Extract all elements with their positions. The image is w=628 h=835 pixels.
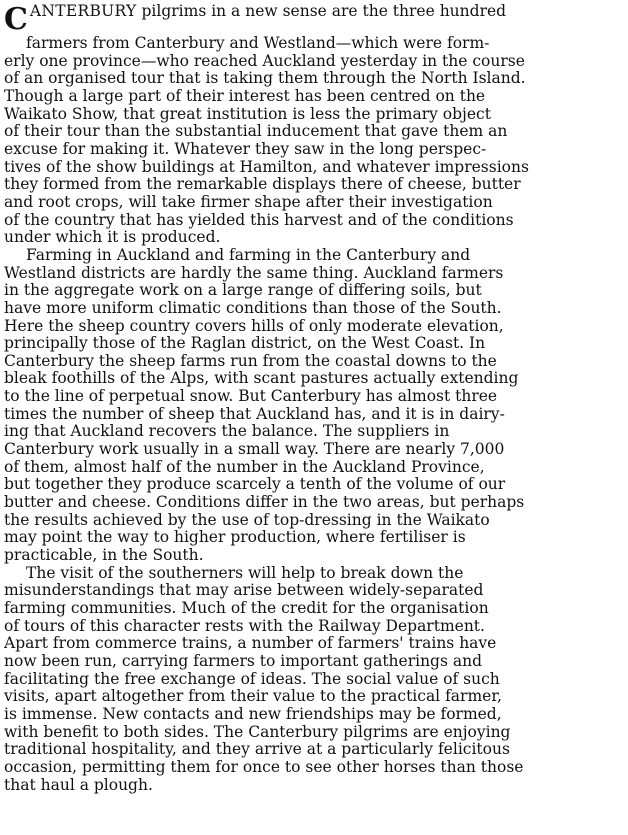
article-line: they formed from the remarkable displays there of cheese, butter bbox=[4, 176, 521, 194]
article-line: of their tour than the substantial inducement that gave them an bbox=[4, 123, 508, 141]
article-line: ing that Auckland recovers the balance. The suppliers in bbox=[4, 423, 450, 441]
article-line: and root crops, will take firmer shape after their investigation bbox=[4, 193, 493, 211]
article-line: in the aggregate work on a large range of differing soils, but bbox=[4, 282, 482, 300]
article-line: traditional hospitality, and they arrive at a particularly felicitous bbox=[4, 741, 510, 759]
article-line: tives of the show buildings at Hamilton, and whatever impressions bbox=[4, 158, 529, 176]
article-line: practicable, in the South. bbox=[4, 547, 204, 565]
article-line: is immense. New contacts and new friendships may be formed, bbox=[4, 705, 502, 723]
article-line: farming communities. Much of the credit for the organisation bbox=[4, 600, 489, 617]
article-line: the results achieved by the use of top-dressing in the Waikato bbox=[4, 511, 490, 529]
article-line: under which it is produced. bbox=[4, 229, 221, 247]
article-line: Waikato Show, that great institution is less the primary object bbox=[4, 105, 491, 123]
drop-cap: C bbox=[4, 3, 28, 35]
article-line: of them, almost half of the number in the Auckland Province, bbox=[4, 458, 485, 476]
article-line: that haul a plough. bbox=[4, 776, 153, 794]
article-line: of the country that has yielded this harvest and of the conditions bbox=[4, 211, 514, 229]
paragraph-3-start: The visit of the southerners will help to break down the bbox=[26, 564, 464, 582]
article-line: bleak foothills of the Alps, with scant pastures actually extending bbox=[4, 370, 519, 388]
article-line-2: farmers from Canterbury and Westland—which were form- bbox=[26, 35, 490, 52]
article-line-1 bbox=[4, 3, 626, 35]
article-line: to the line of perpetual snow. But Canterbury has almost three bbox=[4, 388, 498, 406]
article-line: may point the way to higher production, where fertiliser is bbox=[4, 529, 466, 547]
article-line: but together they produce scarcely a tenth of the volume of our bbox=[4, 476, 506, 494]
article-line: with benefit to both sides. The Canterbury pilgrims are enjoying bbox=[4, 723, 511, 741]
article-line: Here the sheep country covers hills of only moderate elevation, bbox=[4, 317, 504, 335]
article-line: excuse for making it. Whatever they saw in the long perspec- bbox=[4, 140, 487, 158]
article-line: Though a large part of their interest has been centred on the bbox=[4, 87, 486, 105]
article-line: now been run, carrying farmers to important gatherings and bbox=[4, 652, 483, 670]
paragraph-2-start: Farming in Auckland and farming in the Canterbury and bbox=[26, 246, 471, 264]
article-line: visits, apart altogether from their value to the practical farmer, bbox=[4, 688, 502, 706]
lead-word: ANTERBURY bbox=[29, 3, 137, 20]
article-line: of tours of this character rests with the Railway Department. bbox=[4, 617, 485, 635]
article-line: Canterbury the sheep farms run from the coastal downs to the bbox=[4, 352, 497, 370]
article-line: have more uniform climatic conditions than those of the South. bbox=[4, 299, 502, 317]
article-line: times the number of sheep that Auckland has, and it is in dairy- bbox=[4, 405, 505, 423]
article-line: Canterbury work usually in a small way. There are nearly 7,000 bbox=[4, 441, 505, 459]
article-line: occasion, permitting them for once to see other horses than those bbox=[4, 758, 524, 776]
article-line: erly one province—who reached Auckland yesterday in the course bbox=[4, 52, 525, 70]
newspaper-article bbox=[4, 3, 626, 794]
article-line: butter and cheese. Conditions differ in the two areas, but perhaps bbox=[4, 494, 525, 512]
article-text: pilgrims in a new sense are the three hundred bbox=[136, 3, 507, 20]
article-line: Apart from commerce trains, a number of farmers' trains have bbox=[4, 635, 497, 653]
article-line: misunderstandings that may arise between widely-separated bbox=[4, 582, 484, 600]
article-line: facilitating the free exchange of ideas. The social value of such bbox=[4, 670, 500, 688]
article-line: of an organised tour that is taking them through the North Island. bbox=[4, 70, 526, 88]
article-line: Westland districts are hardly the same thing. Auckland farmers bbox=[4, 264, 504, 282]
article-line: principally those of the Raglan district, on the West Coast. In bbox=[4, 335, 486, 353]
